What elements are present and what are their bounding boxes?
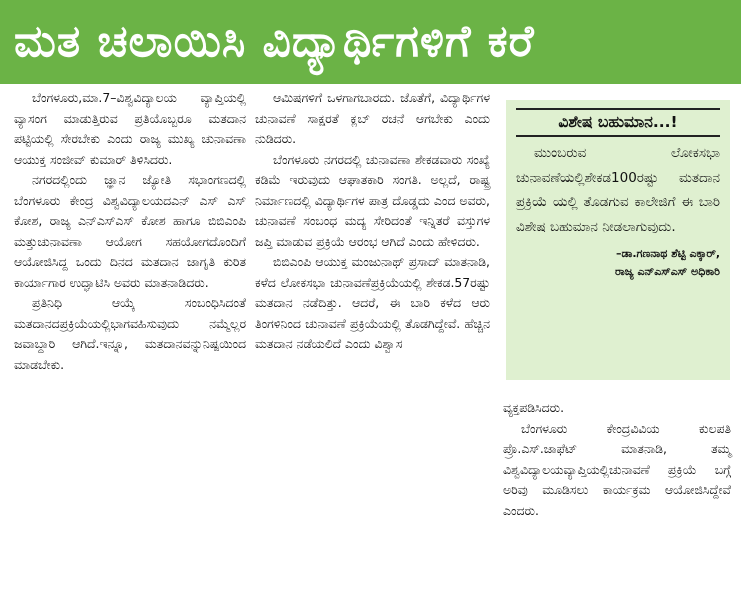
box-title: ವಿಶೇಷ ಬಹುಮಾನ...! bbox=[516, 108, 720, 137]
credit-name: –ಡಾ.ಗಣನಾಥ ಶೆಟ್ಟಿ ಎಕ್ಕಾರ್, bbox=[615, 247, 720, 260]
paragraph: ಬಿಬಿಎಂಪಿ ಆಯುಕ್ತ ಮಂಜುನಾಥ್ ಪ್ರಸಾದ್ ಮಾತನಾಡಿ, ಕಳೆದ ಲೋಕಸಭಾ ಚುನಾವಣೆಪ್ರಕ್ರಿಯೆಯಲ್ಲಿ ಶೇಕಡ.57ರಷ್ಟು ಮತದಾನ ನಡೆದಿತ್ತು. ಆದರೆ, ಈ ಬಾರಿ ಕಳೆದ ಆರು ತಿಂಗಳಿನಿಂದ ಚುನಾವಣೆ ಪ್ರಕ್ರಿಯೆಯಲ್ಲಿ ತೊಡಗಿದ್ದೇವೆ. ಹೆಚ್ಚಿನ ಮತದಾನ ನಡೆಯಲಿದೆ ಎಂದು ವಿಶ್ವಾಸ bbox=[255, 254, 490, 351]
paragraph: ನಗರದಲ್ಲಿಂದು ಜ್ಞಾನ ಜ್ಯೋತಿ ಸಭಾಂಗಣದಲ್ಲಿ ಬೆಂಗಳೂರು ಕೇಂದ್ರ ವಿಶ್ವವಿದ್ಯಾಲಯದಎನ್ ಎಸ್ ಎಸ್ ಕೋಶ, ರಾಜ್ಯ ಎನ್‌ಎಸ್‌ಎಸ್ ಕೋಶ ಹಾಗೂ ಬಿಬಿಎಂಪಿ ಮತ್ತುಚುನಾವಣಾ ಆಯೋಗ ಸಹಯೋಗದೊಂದಿಗೆ ಆಯೋಜಿಸಿದ್ದ ಒಂದು ದಿನದ ಮತದಾನ ಜಾಗೃತಿ ಕುರಿತ ಕಾರ್ಯಾಗಾರ ಉದ್ಘಾಟಿಸಿ ಅವರು ಮಾತನಾಡಿದರು. bbox=[14, 172, 246, 290]
article-column-2 bbox=[255, 88, 490, 355]
headline: ಮತ ಚಲಾಯಿಸಿ ವಿದ್ಯಾರ್ಥಿಗಳಿಗೆ ಕರೆ bbox=[14, 16, 535, 67]
article-column-1 bbox=[14, 88, 246, 375]
box-body: ಮುಂಬರುವ ಲೋಕಸಭಾ ಚುನಾವಣೆಯಲ್ಲಿಶೇಕಡ100ರಷ್ಟು ಮತದಾನ ಪ್ರಕ್ರಿಯೆ ಯಲ್ಲಿ ತೊಡಗುವ ಕಾಲೇಜಿಗೆ ಈ ಬಾರಿ ವಿಶೇಷ ಬಹುಮಾನ ನೀಡಲಾಗುವುದು. bbox=[516, 145, 720, 235]
paragraph: ವ್ಯಕ್ತಪಡಿಸಿದರು. bbox=[503, 400, 565, 415]
article-column-3 bbox=[503, 398, 731, 521]
headline-banner bbox=[0, 0, 741, 84]
paragraph: ಆಮಿಷಗಳಿಗೆ ಒಳಗಾಗಬಾರದು. ಜೊತೆಗೆ, ವಿದ್ಯಾರ್ಥಿಗಳ ಚುನಾವಣೆ ಸಾಕ್ಷರತೆ ಕ್ಲಬ್ ರಚನೆ ಆಗಬೇಕು ಎಂದು ನುಡಿದರು. bbox=[255, 90, 490, 146]
credit-role: ರಾಜ್ಯ ಎನ್‌ಎಸ್‌ಎಸ್ ಅಧಿಕಾರಿ bbox=[615, 265, 720, 278]
special-prize-box bbox=[506, 100, 730, 380]
paragraph: ಪ್ರತಿನಿಧಿ ಆಯ್ಕೆ ಸಂಬಂಧಿಸಿದಂತೆ ಮತದಾನದಪ್ರಕ್ರಿಯೆಯಲ್ಲಿಭಾಗವಹಿಸುವುದು ನಮ್ಮೆಲ್ಲರ ಜವಾಬ್ದಾರಿ ಆಗಿದೆ.ಇನ್ನೂ, ಮತದಾನವನ್ನುನಿಷ್ಪಯಿಂದ ಮಾಡಬೇಕು. bbox=[14, 295, 246, 372]
paragraph: ಬೆಂಗಳೂರು ನಗರದಲ್ಲಿ ಚುನಾವಣಾ ಶೇಕಡವಾರು ಸಂಖ್ಯೆ ಕಡಿಮೆ ಇರುವುದು ಆಘಾತಕಾರಿ ಸಂಗತಿ. ಅಲ್ಲದೆ, ರಾಷ್ಟ್ರ ನಿರ್ಮಾಣದಲ್ಲಿ ವಿದ್ಯಾರ್ಥಿಗಳ ಪಾತ್ರ ದೊಡ್ಡದು ಎಂದ ಅವರು, ಚುನಾವಣೆ ಸಂಬಂಧ ಮದ್ಯ ಸೇರಿದಂತೆ ಇನ್ನಿತರೆ ವಸ್ತುಗಳ ಜಪ್ತಿ ಮಾಡುವ ಪ್ರಕ್ರಿಯೆ ಆರಂಭ ಆಗಿದೆ ಎಂದು ಹೇಳಿದರು. bbox=[255, 151, 490, 249]
box-credit bbox=[516, 245, 720, 281]
paragraph: ಬೆಂಗಳೂರು ಕೇಂದ್ರವಿವಿಯ ಕುಲಪತಿ ಪ್ರೊ.ಎಸ್.ಜಾಫೆಟ್ ಮಾತನಾಡಿ, ತಮ್ಮ ವಿಶ್ವವಿದ್ಯಾಲಯವ್ಯಾಪ್ತಿಯಲ್ಲಿಚುನಾವಣೆ ಪ್ರಕ್ರಿಯೆ ಬಗ್ಗೆ ಅರಿವು ಮೂಡಿಸಲು ಕಾರ್ಯಕ್ರಮ ಆಯೋಜಿಸಿದ್ದೇವೆ ಎಂದರು. bbox=[503, 420, 731, 518]
paragraph: ಬೆಂಗಳೂರು,ಮಾ.7–ವಿಶ್ವವಿದ್ಯಾಲಯ ವ್ಯಾಪ್ತಿಯಲ್ಲಿ ವ್ಯಾಸಂಗ ಮಾಡುತ್ತಿರುವ ಪ್ರತಿಯೊಬ್ಬರೂ ಮತದಾನ ಪಟ್ಟಿಯಲ್ಲಿ ಸೇರಬೇಕು ಎಂದು ರಾಜ್ಯ ಮುಖ್ಯ ಚುನಾವಣಾ ಆಯುಕ್ತ ಸಂಜೀವ್ ಕುಮಾರ್ ತಿಳಿಸಿದರು. bbox=[14, 90, 246, 167]
